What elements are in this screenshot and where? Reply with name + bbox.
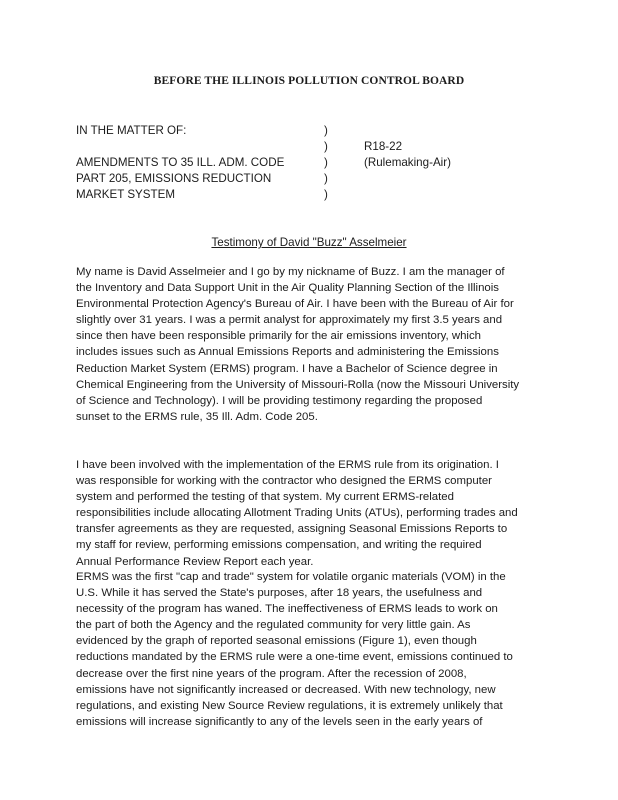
text-line: the Inventory and Data Support Unit in the Air Quality Planning Section of the Illinois [76, 282, 499, 295]
subject-line-1: AMENDMENTS TO 35 ILL. ADM. CODE [76, 156, 285, 169]
subject-line-2: PART 205, EMISSIONS REDUCTION [76, 172, 272, 185]
text-line: transfer agreements as they are requested, assigning Seasonal Emissions Reports to [76, 523, 508, 536]
caption-paren: ) [324, 140, 328, 153]
text-line: necessity of the program has waned. The ineffectiveness of ERMS leads to work on [76, 603, 498, 616]
text-line: Annual Performance Review Report each year. [76, 555, 314, 568]
matter-label: IN THE MATTER OF: [76, 124, 187, 137]
text-line: slightly over 31 years. I was a permit analyst for approximately my first 3.5 years and [76, 314, 503, 327]
text-line: emissions have not significantly increased or decreased. With new technology, new [76, 683, 496, 696]
text-line: reductions mandated by the ERMS rule were a one-time event, emissions continued to [76, 651, 513, 664]
testimony-title [0, 236, 618, 249]
text-line: evidenced by the graph of reported seasonal emissions (Figure 1), even though [76, 635, 477, 648]
text-line: system and performed the testing of that system. My current ERMS-related [76, 491, 454, 504]
caption-paren: ) [324, 156, 328, 169]
caption-paren: ) [324, 188, 328, 201]
caption-paren: ) [324, 124, 328, 137]
text-line: of Science and Technology). I will be providing testimony regarding the proposed [76, 394, 483, 407]
text-line: Chemical Engineering from the University of Missouri-Rolla (now the Missouri University [76, 378, 520, 391]
text-line: Environmental Protection Agency's Bureau of Air. I have been with the Bureau of Air for [76, 298, 514, 311]
text-line: I have been involved with the implementation of the ERMS rule from its origination. I [76, 459, 499, 471]
paragraph-erms-history [76, 569, 556, 730]
paragraph-introduction [76, 264, 556, 425]
text-line: decrease over the first nine years of the program. After the recession of 2008, [76, 667, 467, 680]
text-line: Reduction Market System (ERMS) program. I have a Bachelor of Science degree in [76, 362, 498, 375]
paragraph-involvement [76, 457, 556, 570]
testimony-title-text: Testimony of David "Buzz" Asselmeier [211, 236, 407, 249]
text-line: since then have been responsible primarily for the air emissions inventory, which [76, 330, 481, 343]
docket-number: R18-22 [364, 140, 403, 153]
text-line: emissions will increase significantly to any of the levels seen in the early years of [76, 715, 483, 728]
text-line: my staff for review, performing emissions compensation, and writing the required [76, 539, 482, 552]
text-line: the part of both the Agency and the regulated community for very little gain. As [76, 619, 471, 632]
text-line: was responsible for working with the contractor who designed the ERMS computer [76, 475, 492, 488]
caption-paren: ) [324, 172, 328, 185]
board-heading: BEFORE THE ILLINOIS POLLUTION CONTROL BOARD [153, 75, 465, 87]
subject-line-3: MARKET SYSTEM [76, 188, 175, 201]
text-line: includes issues such as Annual Emissions Reports and administering the Emissions [76, 346, 499, 359]
text-line: sunset to the ERMS rule, 35 Ill. Adm. Code 205. [76, 410, 318, 423]
text-line: responsibilities include allocating Allotment Trading Units (ATUs), performing trades and [76, 507, 518, 520]
text-line: ERMS was the first "cap and trade" system for volatile organic materials (VOM) in the [76, 571, 506, 583]
text-line: My name is David Asselmeier and I go by my nickname of Buzz. I am the manager of [76, 266, 505, 278]
docket-type: (Rulemaking-Air) [364, 156, 451, 169]
text-line: regulations, and existing New Source Review regulations, it is extremely unlikely that [76, 699, 503, 712]
text-line: U.S. While it has served the State's purposes, after 18 years, the usefulness and [76, 587, 483, 600]
